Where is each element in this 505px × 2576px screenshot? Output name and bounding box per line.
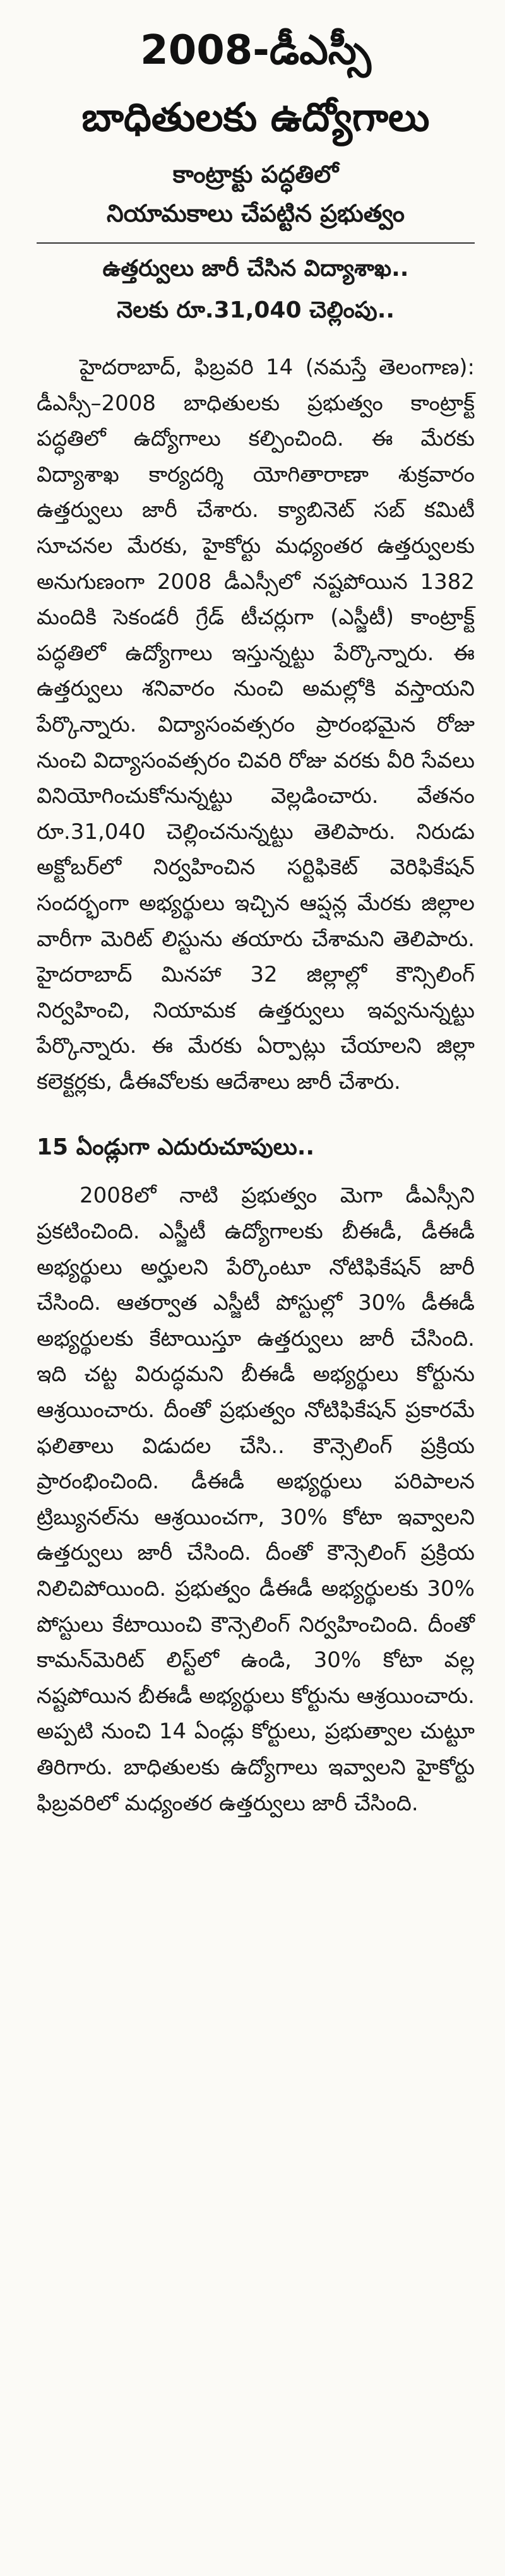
paragraph-1-text: డీఎస్సీ–2008 బాధితులకు ప్రభుత్వం కాంట్రాక్ట్ పద్ధతిలో ఉద్యోగాలు కల్పించింది. ఈ మేరకు విద్యాశాఖ కార్యదర్శి యోగితారాణా శుక్రవారం ఉత్తర్వులు జారీ చేశారు. క్యాబినెట్ సబ్ కమిటీ సూచనల మేరకు, హైకోర్టు మధ్యంతర ఉత్తర్వులకు అనుగుణంగా 2008 డీఎస్సీలో నష్టపోయిన 1382 మందికి సెకండరీ గ్రేడ్ టీచర్లుగా (ఎస్జీటీ) కాంట్రాక్ట్ పద్ధతిలో ఉద్యోగాలు ఇస్తున్నట్టు పేర్కొన్నారు. ఈ ఉత్తర్వులు శనివారం నుంచి అమల్లోకి వస్తాయని పేర్కొన్నారు. విద్యాసంవత్సరం ప్రారంభమైన రోజు నుంచి విద్యాసంవత్సరం చివరి రోజు వరకు వీరి సేవలు వినియోగించుకోనున్నట్టు వెల్లడించారు. వేతనం రూ.31,040 చెల్లించనున్నట్టు తెలిపారు. నిరుడు అక్టోబర్‌లో నిర్వహించిన సర్టిఫికెట్ వెరిఫికేషన్ సందర్భంగా అభ్యర్థులు ఇచ్చిన ఆప్షన్ల మేరకు జిల్లాల వారీగా మెరిట్ లిస్టును తయారు చేశామని తెలిపారు. హైదరాబాద్ మినహా 32 జిల్లాల్లో కౌన్సిలింగ్ నిర్వహించి, నియామక ఉత్తర్వులు ఇవ్వనున్నట్టు పేర్కొన్నారు. ఈ మేరకు ఏర్పాట్లు చేయాలని జిల్లా కలెక్టర్లకు, డీఈవోలకు ఆదేశాలు జారీ చేశారు. [37,390,475,1095]
body-paragraph-2: 2008లో నాటి ప్రభుత్వం మెగా డీఎస్సీని ప్రకటించింది. ఎస్జీటీ ఉద్యోగాలకు బీఈడీ, డీఈడీ అభ్యర్థులు అర్హులని పేర్కొంటూ నోటిఫికేషన్ జారీ చేసింది. ఆతర్వాత ఎస్జీటీ పోస్టుల్లో 30% డీఈడీ అభ్యర్థులకు కేటాయిస్తూ ఉత్తర్వులు జారీ చేసింది. ఇది చట్ట విరుద్ధమని బీఈడీ అభ్యర్థులు కోర్టును ఆశ్రయించారు. దీంతో ప్రభుత్వం నోటిఫికేషన్ ప్రకారమే ఫలితాలు విడుదల చేసి.. కౌన్సెలింగ్ ప్రక్రియ ప్రారంభించింది. డీఈడీ అభ్యర్థులు పరిపాలన ట్రిబ్యునల్‌ను ఆశ్రయించగా, 30% కోటా ఇవ్వాలని ఉత్తర్వులు జారీ చేసింది. దీంతో కౌన్సెలింగ్ ప్రక్రియ నిలిచిపోయింది. ప్రభుత్వం డీఈడీ అభ్యర్థులకు 30% పోస్టులు కేటాయించి కౌన్సెలింగ్ నిర్వహించింది. దీంతో కామన్‌మెరిట్ లిస్ట్‌లో ఉండి, 30% కోటా వల్ల నష్టపోయిన బీఈడీ అభ్యర్థులు కోర్టును ఆశ్రయించారు. అప్పటి నుంచి 14 ఏండ్లు కోర్టులు, ప్రభుత్వాల చుట్టూ తిరిగారు. బాధితులకు ఉద్యోగాలు ఇవ్వాలని హైకోర్టు ఫిబ్రవరిలో మధ్యంతర ఉత్తర్వులు జారీ చేసింది. [37,1183,475,1816]
subheadline-line-2: నియామకాలు చేపట్టిన ప్రభుత్వం [106,199,405,227]
subheadline-line-1: కాంట్రాక్టు పద్ధతిలో [172,160,339,188]
divider [37,242,475,244]
headline-line-1: 2008-డీఎస్సీ [140,27,371,74]
section-heading: 15 ఏండ్లుగా ఎదురుచూపులు.. [37,1134,315,1161]
headline-line-2: బాధితులకు ఉద్యోగాలు [81,94,430,140]
deck-line-1: ఉత్తర్వులు జారీ చేసిన విద్యాశాఖ.. [102,256,409,282]
body-paragraph-1 [37,350,475,1100]
dateline: హైదరాబాద్, ఫిబ్రవరి 14 (నమస్తే తెలంగాణ): [80,355,475,380]
deck-line-2: నెలకు రూ.31,040 చెల్లింపు.. [116,297,395,323]
